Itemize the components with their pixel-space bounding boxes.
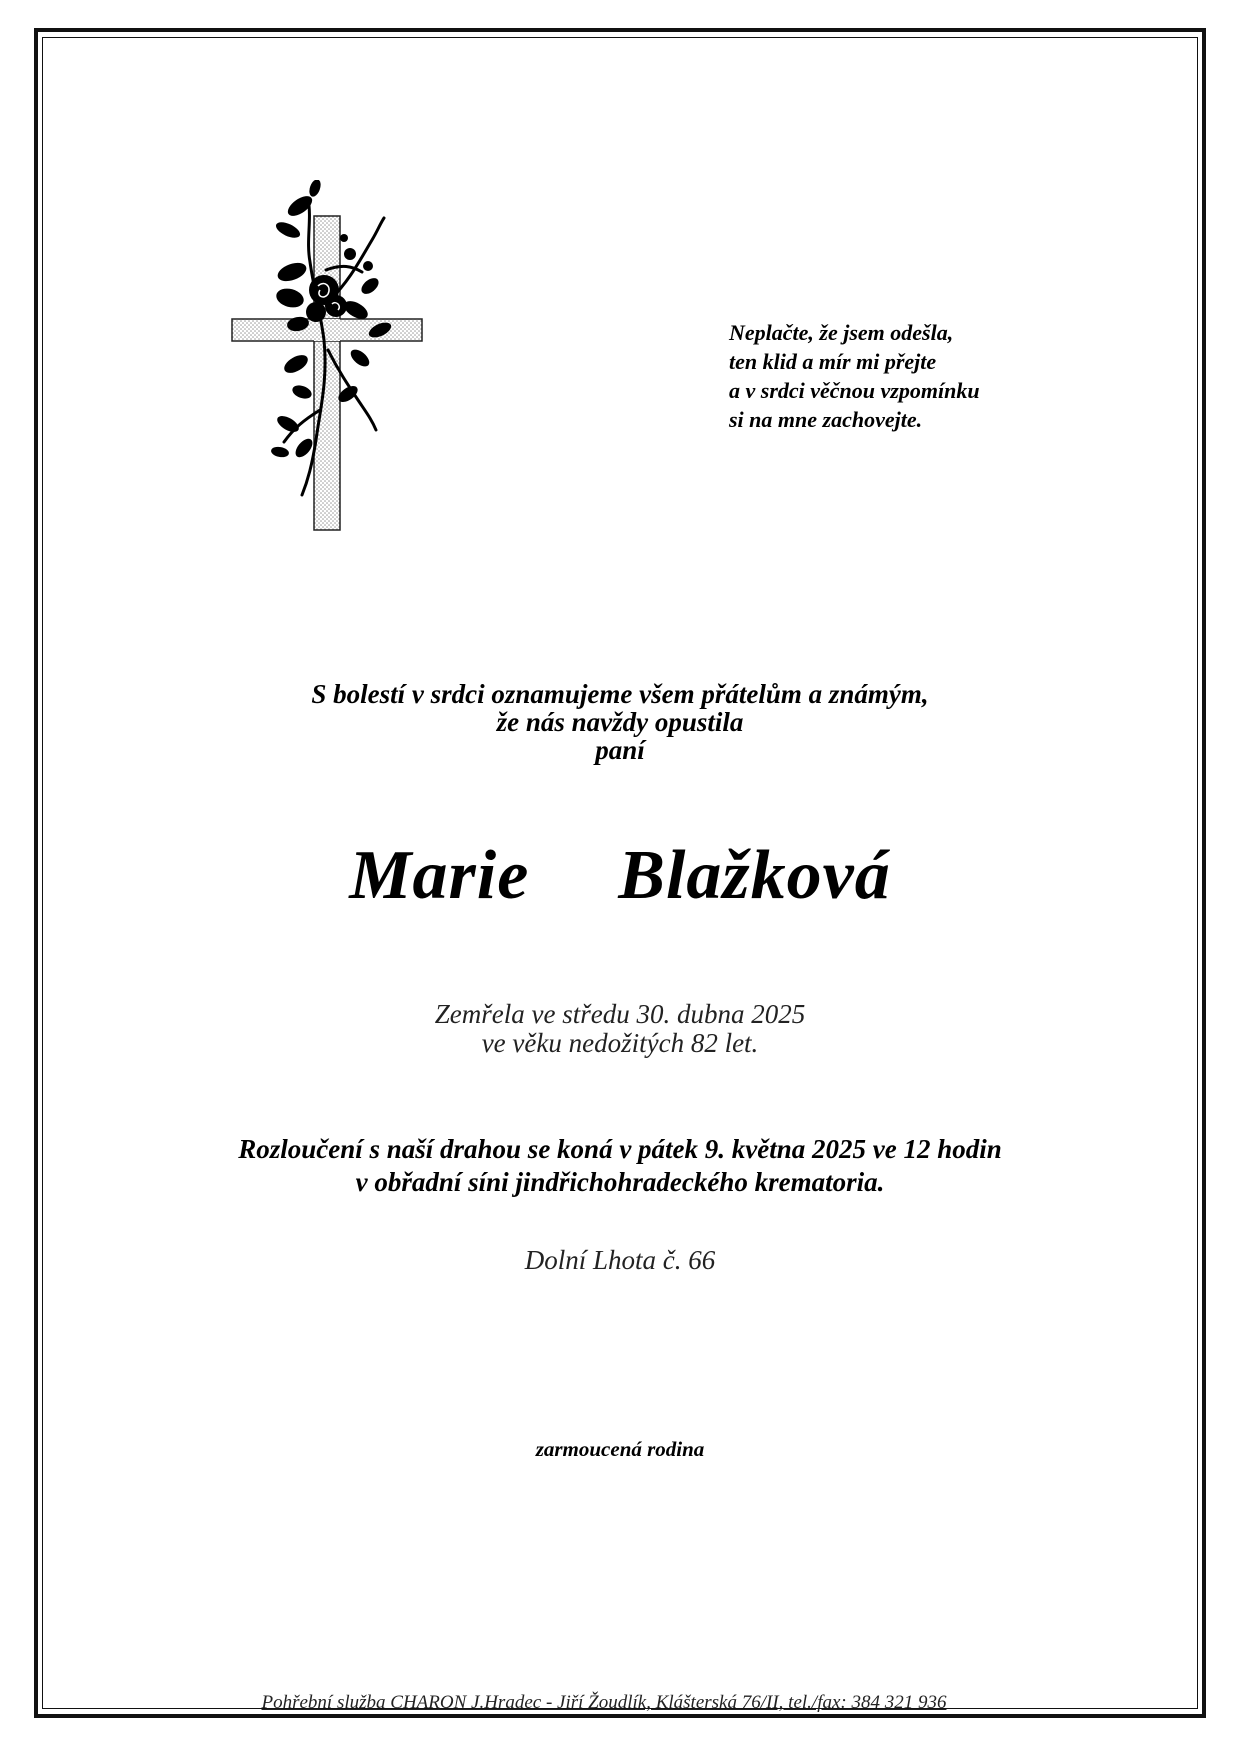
deceased-name-text: Marie Blažková [349, 837, 891, 914]
announcement-line: paní [595, 735, 645, 765]
farewell-line: Rozloučení s naší drahou se koná v pátek 9. května 2025 ve 12 hodin [238, 1134, 1002, 1164]
death-info-line: ve věku nedožitých 82 let. [481, 1028, 759, 1058]
poem-line: si na mne zachovejte. [729, 407, 923, 432]
poem-line: ten klid a mír mi přejte [729, 349, 937, 374]
signature: zarmoucená rodina [535, 1437, 705, 1461]
farewell-line: v obřadní síni jindřichohradeckého krematoria. [355, 1167, 885, 1197]
announcement-line: že nás navždy opustila [496, 707, 744, 737]
announcement-text [42, 680, 1198, 764]
cross-with-roses-icon [220, 180, 440, 540]
farewell-info [42, 1133, 1198, 1199]
poem-line: Neplačte, že jsem odešla, [729, 320, 954, 345]
death-info-line: Zemřela ve středu 30. dubna 2025 [434, 999, 806, 1029]
address: Dolní Lhota č. 66 [524, 1245, 716, 1275]
announcement-line: S bolestí v srdci oznamujeme všem přátelům a známým, [311, 679, 929, 709]
deceased-name [42, 836, 1198, 916]
death-info [42, 1000, 1198, 1058]
funeral-service-footer [42, 1692, 1198, 1714]
poem-verse [729, 318, 1089, 434]
footer-text: Pohřební služba CHARON J.Hradec - Jiří Žoudlík, Klášterská 76/II, tel./fax: 384 321 936 [261, 1692, 947, 1713]
poem-line: a v srdci věčnou vzpomínku [729, 378, 980, 403]
